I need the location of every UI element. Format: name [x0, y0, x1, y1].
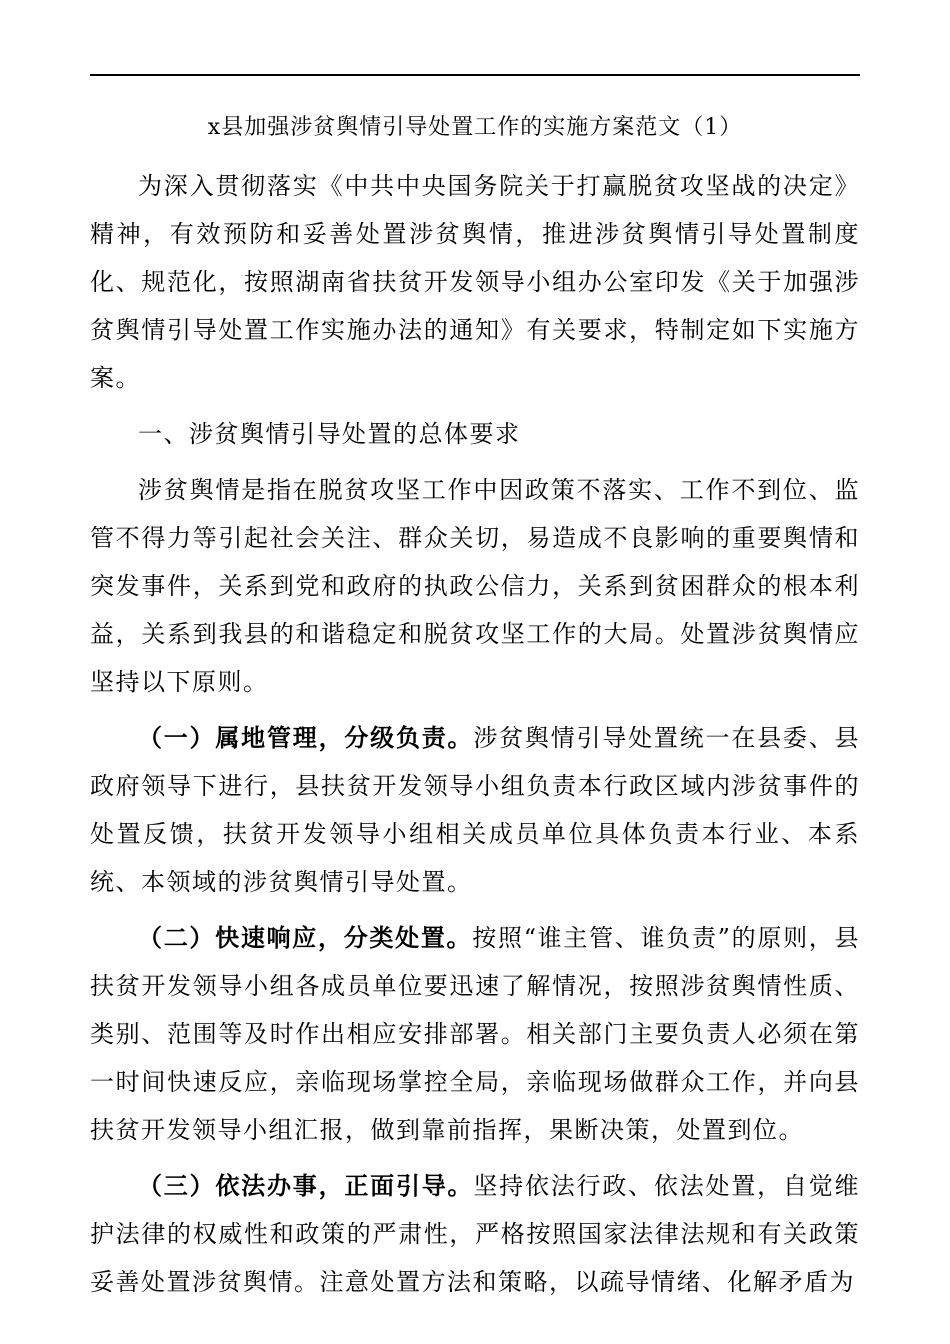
principle-paragraph-2: [90, 914, 860, 1154]
principle-text-3: 坚持依法行政、依法处置，自觉维护法律的权威性和政策的严肃性，严格按照国家法律法规和有关政策妥善处置涉贫舆情。注意处置方法和策略，以疏导情绪、化解矛盾为: [90, 1172, 861, 1296]
principle-text-2: 按照“谁主管、谁负责”的原则，县扶贫开发领导小组各成员单位要迅速了解情况，按照涉贫舆情性质、类别、范围等及时作出相应安排部署。相关部门主要负责人必须在第一时间快速反应，亲临现场掌控全局，亲临现场做群众工作，并向县扶贫开发领导小组汇报，做到靠前指挥，果断决策，处置到位。: [90, 924, 860, 1144]
section-paragraph: 涉贫舆情是指在脱贫攻坚工作中因政策不落实、工作不到位、监管不得力等引起社会关注、群众关切，易造成不良影响的重要舆情和突发事件，关系到党和政府的执政公信力，关系到贫困群众的根本利益，关系到我县的和谐稳定和脱贫攻坚工作的大局。处置涉贫舆情应坚持以下原则。: [90, 476, 860, 696]
principle-paragraph-3: [90, 1162, 860, 1306]
principle-lead-1: （一）属地管理，分级负责。: [138, 723, 474, 752]
section-heading: 一、涉贫舆情引导处置的总体要求: [138, 420, 521, 448]
document-title: x县加强涉贫舆情引导处置工作的实施方案范文（1）: [207, 115, 743, 140]
principle-lead-3: （三）依法办事，正面引导。: [138, 1171, 474, 1200]
intro-paragraph: 为深入贯彻落实《中共中央国务院关于打赢脱贫攻坚战的决定》精神，有效预防和妥善处置涉贫舆情，推进涉贫舆情引导处置制度化、规范化，按照湖南省扶贫开发领导小组办公室印发《关于加强涉贫舆情引导处置工作实施办法的通知》有关要求，特制定如下实施方案。: [90, 172, 860, 392]
principle-text-1: 涉贫舆情引导处置统一在县委、县政府领导下进行，县扶贫开发领导小组负责本行政区域内涉贫事件的处置反馈，扶贫开发领导小组相关成员单位具体负责本行业、本系统、本领域的涉贫舆情引导处置。: [90, 724, 861, 896]
principle-paragraph-1: [90, 714, 860, 906]
document-body: [90, 162, 860, 1314]
principle-lead-2: （二）快速响应，分类处置。: [138, 923, 473, 952]
header-rule: [90, 74, 860, 76]
